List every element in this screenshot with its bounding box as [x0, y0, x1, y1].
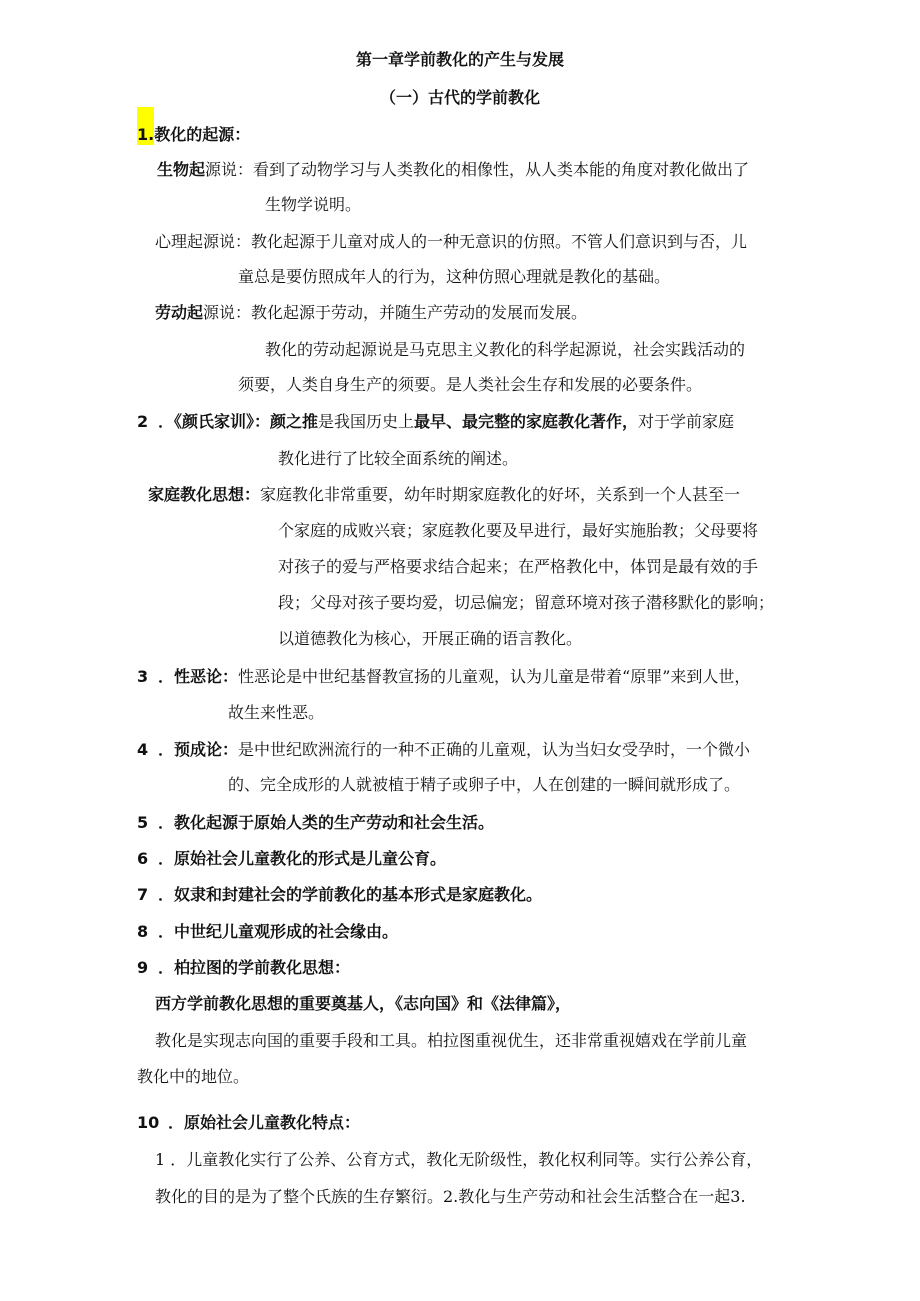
item-3-text: 性恶论是中世纪基督教宣扬的儿童观，认为儿童是带着“原罪”来到人世， [238, 667, 751, 686]
item-3-line-2: 故生来性恶。 [228, 703, 325, 722]
item-3-head: ．性恶论： [158, 667, 239, 686]
item-4-line-2: 的、完全成形的人就被植于精子或卵子中，人在创建的一瞬间就形成了。 [228, 775, 741, 794]
item-9-head: ．柏拉图的学前教化思想： [158, 958, 351, 977]
item-number-2: 2 [137, 412, 149, 431]
item-9-line-2: 教化中的地位。 [137, 1067, 250, 1086]
item-2-head: ．《颜氏家训》：颜之推 [158, 412, 319, 431]
item-10-head: ．原始社会儿童教化特点： [168, 1113, 361, 1132]
heading-1: 1.教化的起源： [137, 125, 251, 144]
psy-origin-line-1: 心理起源说：教化起源于儿童对成人的一种无意识的仿照。不管人们意识到与否，儿 [155, 232, 748, 251]
item-5-text: ．教化起源于原始人类的生产劳动和社会生活。 [158, 813, 495, 832]
item-number-6: 6 [137, 849, 149, 868]
bio-origin-line-2: 生物学说明。 [265, 195, 362, 214]
item-9-bold-line: 西方学前教化思想的重要奠基人，《志向国》和《法律篇》， [155, 994, 572, 1013]
item-9-line-1: 教化是实现志向国的重要手段和工具。柏拉图重视优生，还非常重视嬉戏在学前儿童 [155, 1031, 748, 1050]
bio-origin-text: 源说：看到了动物学习与人类教化的相像性，从人类本能的角度对教化做出了 [205, 160, 750, 179]
item-number-4: 4 [137, 740, 149, 759]
item-6-text: ．原始社会儿童教化的形式是儿童公育。 [158, 849, 447, 868]
item-4-line-1 [158, 740, 750, 760]
item-number-5: 5 [137, 813, 149, 832]
item-2-bold: 最早、最完整的家庭教化著作， [414, 412, 639, 431]
item-number-7: 7 [137, 885, 149, 904]
item-number-9: 9 [137, 958, 149, 977]
labor-origin-text: 源说：教化起源于劳动，并随生产劳动的发展而发展。 [203, 303, 588, 322]
psy-origin-line-2: 童总是要仿照成年人的行为，这种仿照心理就是教化的基础。 [238, 267, 671, 286]
item-8-text: ．中世纪儿童观形成的社会缘由。 [158, 922, 399, 941]
bio-origin-line-1 [157, 160, 749, 180]
family-edu-head: 家庭教化思想： [148, 485, 261, 504]
labor-origin-line-3: 须要，人类自身生产的须要。是人类社会生存和发展的必要条件。 [238, 375, 703, 394]
item-2-text-a: 是我国历史上 [318, 412, 415, 431]
item-7-text: ．奴隶和封建社会的学前教化的基本形式是家庭教化。 [158, 885, 543, 904]
family-edu-text: 家庭教化非常重要，幼年时期家庭教化的好坏，关系到一个人甚至一 [260, 485, 741, 504]
item-4-text: 是中世纪欧洲流行的一种不正确的儿童观，认为当妇女受孕时，一个微小 [238, 740, 751, 759]
labor-origin-line-2: 教化的劳动起源说是马克思主义教化的科学起源说，社会实践活动的 [265, 340, 746, 359]
item-number-10: 10 [137, 1113, 160, 1132]
item-10-line-2: 教化的目的是为了整个氏族的生存繁衍。2.教化与生产劳动和社会生活整合在一起3. [155, 1187, 746, 1206]
family-edu-line-3: 对孩子的爱与严格要求结合起来；在严格教化中，体罚是最有效的手 [278, 557, 759, 576]
item-2-line-2: 教化进行了比较全面系统的阐述。 [278, 449, 519, 468]
item-4-head: ．预成论： [158, 740, 239, 759]
labor-origin-line-1 [155, 303, 587, 323]
item-number-3: 3 [137, 667, 149, 686]
family-edu-line-2: 个家庭的成败兴衰；家庭教化要及早进行，最好实施胎教；父母要将 [278, 521, 759, 540]
item-number-8: 8 [137, 922, 149, 941]
item-2-line-1 [158, 412, 734, 432]
item-10-line-1: 1 ．儿童教化实行了公养、公育方式，教化无阶级性，教化权利同等。实行公养公育， [155, 1150, 763, 1169]
item-2-text-b: 对于学前家庭 [638, 412, 735, 431]
family-edu-line-1 [148, 485, 740, 505]
item-3-line-1 [158, 667, 750, 687]
family-edu-line-5: 以道德教化为核心，开展正确的语言教化。 [278, 629, 583, 648]
bio-origin-term: 生物起 [157, 160, 206, 179]
family-edu-line-4: 段；父母对孩子要均爱，切忌偏宠；留意环境对孩子潜移默化的影响； [278, 593, 775, 612]
page-title: 第一章学前教化的产生与发展 [355, 50, 564, 69]
section-subtitle: （一）古代的学前教化 [379, 88, 540, 107]
labor-origin-term: 劳动起 [155, 303, 204, 322]
